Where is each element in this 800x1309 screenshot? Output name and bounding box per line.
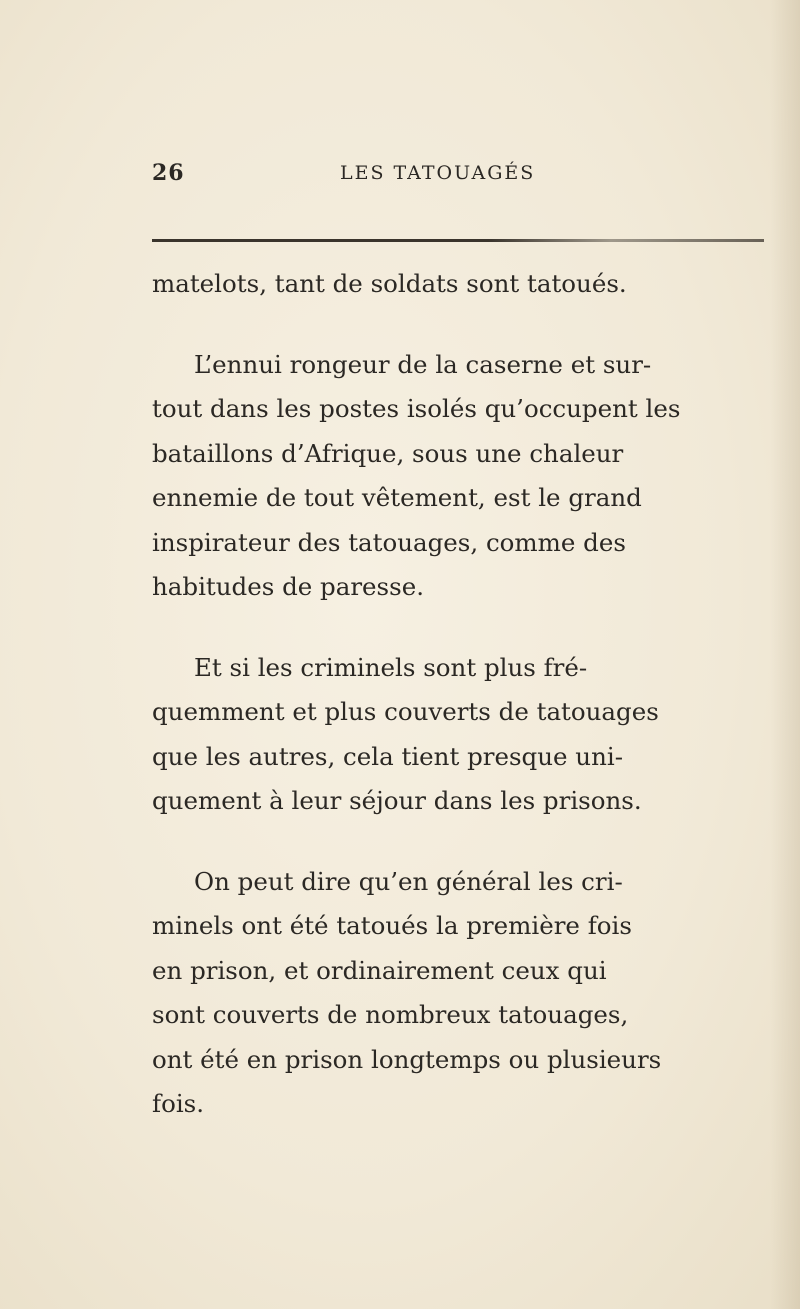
paragraph: On peut dire qu’en général les cri- minels ont été tatoués la première fois en prison, et ordinairement ceux qui sont couverts de nombreux tatouages, ont été en prison longtemps ou plusieurs fois. (152, 866, 662, 1118)
body-text (152, 262, 764, 1127)
paragraph-continuation: matelots, tant de soldats sont tatoués. (152, 269, 627, 298)
paragraph: Et si les criminels sont plus fré- quemment et plus couverts de tatouages que les autres, cela tient presque uni- quement à leur séjour dans les prisons. (152, 652, 659, 815)
running-title: LES TATOUAGÉS (340, 162, 536, 184)
running-header (0, 160, 800, 200)
paragraph-gap (152, 824, 764, 860)
header-rule (152, 239, 764, 242)
paragraph-gap (152, 610, 764, 646)
paragraph-gap (152, 307, 764, 343)
paragraph: L’ennui rongeur de la caserne et sur- tout dans les postes isolés qu’occupent les bataillons d’Afrique, sous une chaleur ennemie de tout vêtement, est le grand inspirateur des tatouages, comme des habitudes de paresse. (152, 349, 681, 601)
page-number: 26 (152, 160, 185, 186)
